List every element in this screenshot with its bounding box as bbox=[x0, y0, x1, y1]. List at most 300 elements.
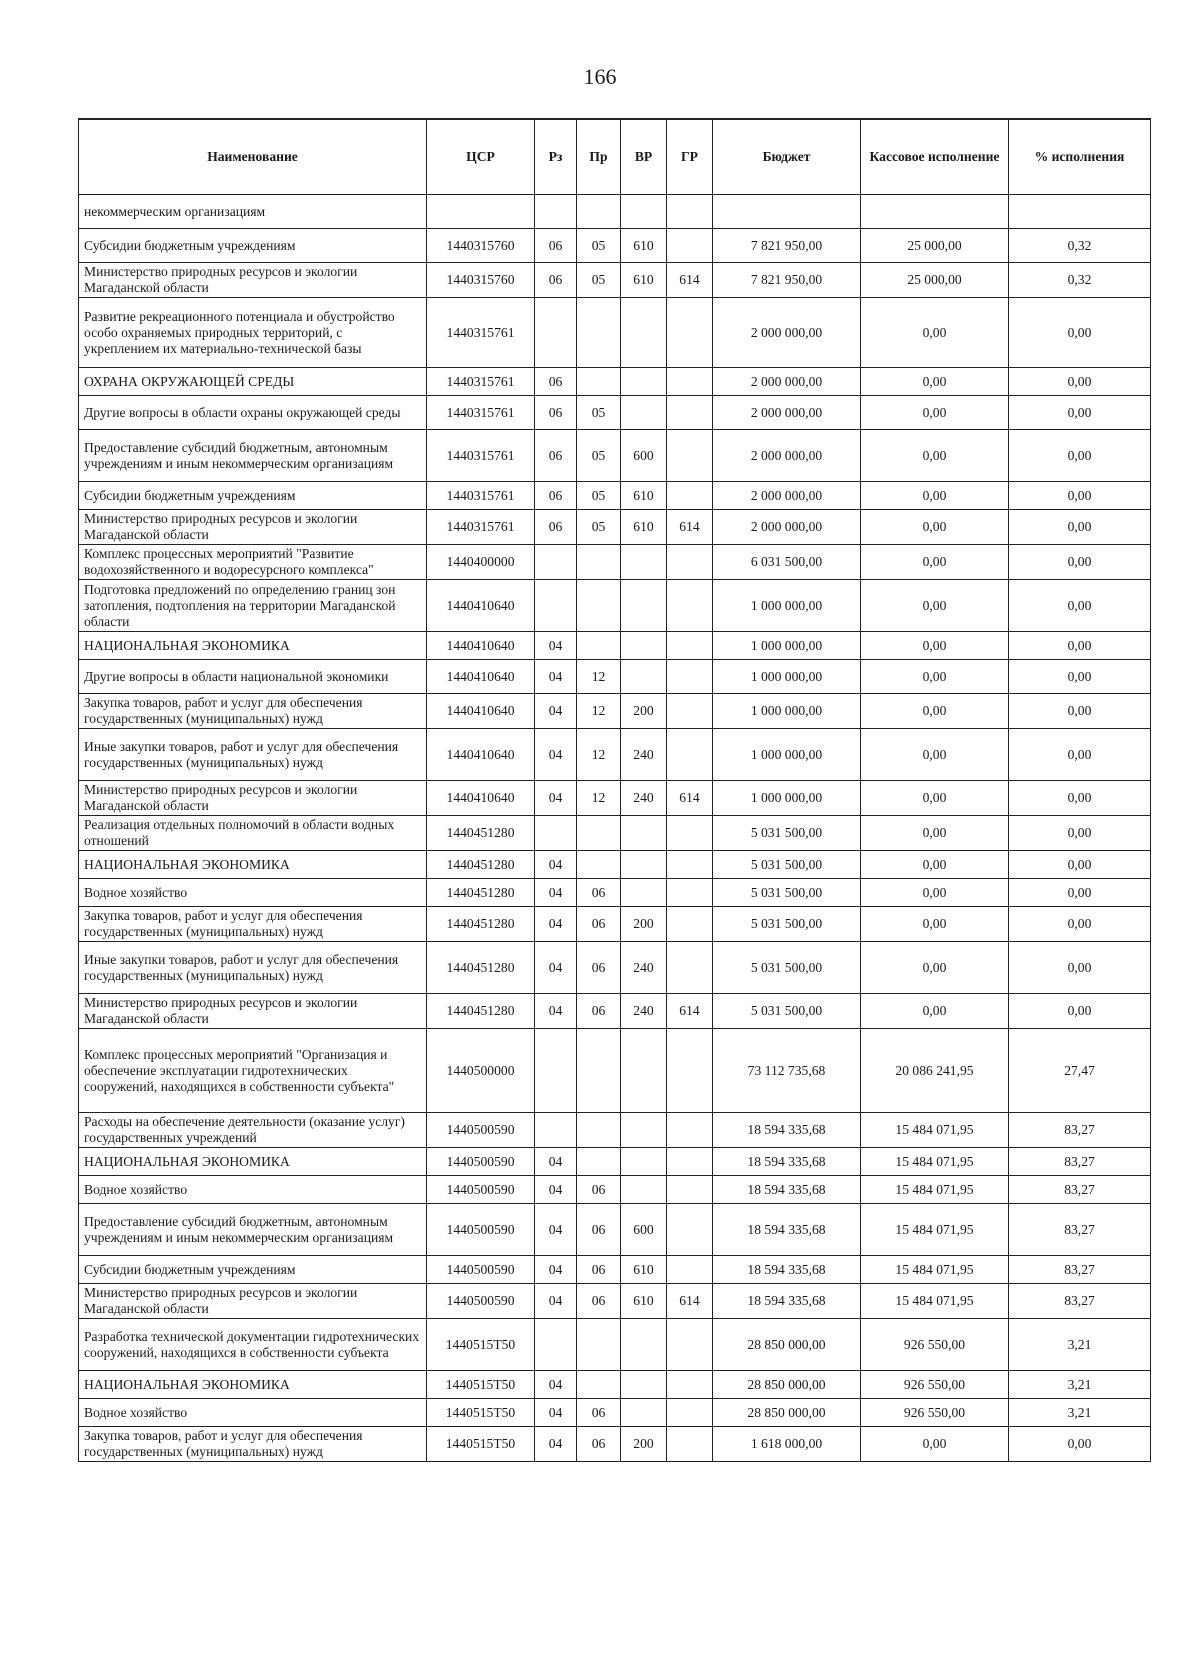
cell-vr: 200 bbox=[621, 694, 667, 729]
cell-gr bbox=[667, 482, 713, 510]
cell-csr: 1440410640 bbox=[427, 580, 535, 632]
table-row bbox=[79, 1029, 1151, 1113]
cell-vr: 610 bbox=[621, 482, 667, 510]
cell-rz: 04 bbox=[535, 660, 577, 694]
cell-name: Разработка технической документации гидротехнических сооружений, находящихся в собственности субъекта bbox=[79, 1319, 427, 1371]
cell-rz bbox=[535, 545, 577, 580]
cell-budget bbox=[713, 195, 861, 229]
cell-name: Министерство природных ресурсов и экологии Магаданской области bbox=[79, 263, 427, 298]
cell-vr bbox=[621, 1399, 667, 1427]
cell-name: Субсидии бюджетным учреждениям bbox=[79, 229, 427, 263]
header-gr: ГР bbox=[667, 119, 713, 195]
header-name: Наименование bbox=[79, 119, 427, 195]
cell-cash: 0,00 bbox=[861, 396, 1009, 430]
cell-gr bbox=[667, 1399, 713, 1427]
cell-cash: 15 484 071,95 bbox=[861, 1204, 1009, 1256]
cell-name: Закупка товаров, работ и услуг для обеспечения государственных (муниципальных) нужд bbox=[79, 907, 427, 942]
cell-pr bbox=[577, 368, 621, 396]
cell-vr: 610 bbox=[621, 510, 667, 545]
cell-rz bbox=[535, 1319, 577, 1371]
cell-gr bbox=[667, 1256, 713, 1284]
cell-name: Министерство природных ресурсов и экологии Магаданской области bbox=[79, 1284, 427, 1319]
cell-budget: 18 594 335,68 bbox=[713, 1256, 861, 1284]
cell-cash: 0,00 bbox=[861, 510, 1009, 545]
cell-percent: 83,27 bbox=[1009, 1148, 1151, 1176]
cell-name: Иные закупки товаров, работ и услуг для обеспечения государственных (муниципальных) нужд bbox=[79, 942, 427, 994]
cell-vr bbox=[621, 851, 667, 879]
cell-cash: 926 550,00 bbox=[861, 1399, 1009, 1427]
cell-vr: 610 bbox=[621, 263, 667, 298]
cell-name: Водное хозяйство bbox=[79, 1176, 427, 1204]
cell-pr bbox=[577, 632, 621, 660]
cell-percent: 3,21 bbox=[1009, 1371, 1151, 1399]
cell-csr: 1440500590 bbox=[427, 1148, 535, 1176]
table-row bbox=[79, 1148, 1151, 1176]
table-row bbox=[79, 942, 1151, 994]
cell-rz: 06 bbox=[535, 229, 577, 263]
header-row bbox=[79, 119, 1151, 195]
cell-budget: 1 000 000,00 bbox=[713, 580, 861, 632]
table-row bbox=[79, 1113, 1151, 1148]
table-row bbox=[79, 1399, 1151, 1427]
table-row bbox=[79, 851, 1151, 879]
header-cash: Кассовое исполнение bbox=[861, 119, 1009, 195]
cell-budget: 1 000 000,00 bbox=[713, 660, 861, 694]
cell-cash: 25 000,00 bbox=[861, 229, 1009, 263]
cell-budget: 6 031 500,00 bbox=[713, 545, 861, 580]
cell-budget: 18 594 335,68 bbox=[713, 1204, 861, 1256]
cell-cash: 0,00 bbox=[861, 1427, 1009, 1462]
cell-rz: 04 bbox=[535, 1427, 577, 1462]
cell-rz: 04 bbox=[535, 994, 577, 1029]
cell-vr bbox=[621, 1029, 667, 1113]
cell-percent: 3,21 bbox=[1009, 1399, 1151, 1427]
cell-gr bbox=[667, 1204, 713, 1256]
cell-percent bbox=[1009, 195, 1151, 229]
cell-percent: 0,32 bbox=[1009, 263, 1151, 298]
cell-gr bbox=[667, 879, 713, 907]
cell-cash: 0,00 bbox=[861, 781, 1009, 816]
cell-budget: 5 031 500,00 bbox=[713, 942, 861, 994]
cell-pr: 05 bbox=[577, 263, 621, 298]
cell-cash: 25 000,00 bbox=[861, 263, 1009, 298]
cell-percent: 0,00 bbox=[1009, 632, 1151, 660]
cell-vr: 240 bbox=[621, 994, 667, 1029]
table-row bbox=[79, 298, 1151, 368]
cell-percent: 0,00 bbox=[1009, 994, 1151, 1029]
cell-vr: 240 bbox=[621, 942, 667, 994]
cell-rz bbox=[535, 1029, 577, 1113]
cell-csr: 1440500590 bbox=[427, 1284, 535, 1319]
cell-budget: 1 000 000,00 bbox=[713, 729, 861, 781]
cell-percent: 0,00 bbox=[1009, 368, 1151, 396]
cell-csr: 1440515Т50 bbox=[427, 1319, 535, 1371]
cell-pr: 06 bbox=[577, 1284, 621, 1319]
cell-gr bbox=[667, 851, 713, 879]
cell-percent: 0,00 bbox=[1009, 942, 1151, 994]
cell-budget: 7 821 950,00 bbox=[713, 263, 861, 298]
cell-vr bbox=[621, 660, 667, 694]
cell-gr bbox=[667, 298, 713, 368]
cell-budget: 1 618 000,00 bbox=[713, 1427, 861, 1462]
table-row bbox=[79, 1284, 1151, 1319]
cell-budget: 1 000 000,00 bbox=[713, 781, 861, 816]
cell-cash: 0,00 bbox=[861, 660, 1009, 694]
cell-cash: 0,00 bbox=[861, 729, 1009, 781]
table-row bbox=[79, 907, 1151, 942]
cell-budget: 2 000 000,00 bbox=[713, 368, 861, 396]
cell-rz: 04 bbox=[535, 781, 577, 816]
cell-vr: 610 bbox=[621, 1284, 667, 1319]
cell-cash: 0,00 bbox=[861, 994, 1009, 1029]
cell-gr bbox=[667, 396, 713, 430]
cell-rz: 04 bbox=[535, 1256, 577, 1284]
table-row bbox=[79, 729, 1151, 781]
cell-cash: 0,00 bbox=[861, 851, 1009, 879]
cell-csr: 1440315760 bbox=[427, 229, 535, 263]
table-row bbox=[79, 781, 1151, 816]
cell-pr bbox=[577, 1148, 621, 1176]
cell-pr bbox=[577, 545, 621, 580]
cell-rz: 06 bbox=[535, 263, 577, 298]
cell-rz: 04 bbox=[535, 907, 577, 942]
cell-csr: 1440500590 bbox=[427, 1113, 535, 1148]
cell-gr: 614 bbox=[667, 994, 713, 1029]
cell-vr bbox=[621, 879, 667, 907]
header-budget: Бюджет bbox=[713, 119, 861, 195]
cell-csr: 1440500590 bbox=[427, 1176, 535, 1204]
cell-csr: 1440315761 bbox=[427, 430, 535, 482]
cell-vr bbox=[621, 580, 667, 632]
cell-name: Подготовка предложений по определению границ зон затопления, подтопления на территории Магаданской области bbox=[79, 580, 427, 632]
cell-csr: 1440500000 bbox=[427, 1029, 535, 1113]
cell-pr bbox=[577, 1113, 621, 1148]
cell-vr: 610 bbox=[621, 1256, 667, 1284]
cell-rz: 04 bbox=[535, 694, 577, 729]
cell-csr: 1440451280 bbox=[427, 851, 535, 879]
cell-gr bbox=[667, 729, 713, 781]
cell-rz: 06 bbox=[535, 396, 577, 430]
cell-name: Другие вопросы в области национальной экономики bbox=[79, 660, 427, 694]
cell-cash: 0,00 bbox=[861, 907, 1009, 942]
cell-gr bbox=[667, 1029, 713, 1113]
cell-csr: 1440451280 bbox=[427, 879, 535, 907]
cell-csr: 1440515Т50 bbox=[427, 1427, 535, 1462]
cell-rz: 04 bbox=[535, 1399, 577, 1427]
cell-vr: 240 bbox=[621, 729, 667, 781]
table-row bbox=[79, 694, 1151, 729]
cell-name: Реализация отдельных полномочий в области водных отношений bbox=[79, 816, 427, 851]
table-body bbox=[79, 195, 1151, 1462]
cell-pr bbox=[577, 580, 621, 632]
cell-rz bbox=[535, 816, 577, 851]
cell-cash: 0,00 bbox=[861, 545, 1009, 580]
cell-budget: 2 000 000,00 bbox=[713, 482, 861, 510]
cell-budget: 1 000 000,00 bbox=[713, 694, 861, 729]
cell-budget: 5 031 500,00 bbox=[713, 994, 861, 1029]
cell-gr bbox=[667, 907, 713, 942]
cell-gr: 614 bbox=[667, 510, 713, 545]
cell-gr bbox=[667, 368, 713, 396]
cell-budget: 18 594 335,68 bbox=[713, 1284, 861, 1319]
cell-percent: 0,00 bbox=[1009, 660, 1151, 694]
cell-percent: 0,00 bbox=[1009, 396, 1151, 430]
cell-percent: 0,00 bbox=[1009, 907, 1151, 942]
cell-rz: 04 bbox=[535, 942, 577, 994]
cell-cash: 0,00 bbox=[861, 632, 1009, 660]
cell-csr: 1440500590 bbox=[427, 1204, 535, 1256]
cell-gr bbox=[667, 942, 713, 994]
header-pr: Пр bbox=[577, 119, 621, 195]
cell-name: Водное хозяйство bbox=[79, 879, 427, 907]
cell-cash: 15 484 071,95 bbox=[861, 1148, 1009, 1176]
cell-gr bbox=[667, 1176, 713, 1204]
cell-csr: 1440515Т50 bbox=[427, 1399, 535, 1427]
cell-cash: 0,00 bbox=[861, 580, 1009, 632]
cell-cash: 926 550,00 bbox=[861, 1319, 1009, 1371]
cell-name: Субсидии бюджетным учреждениям bbox=[79, 1256, 427, 1284]
cell-rz: 04 bbox=[535, 729, 577, 781]
cell-pr: 06 bbox=[577, 1204, 621, 1256]
cell-rz: 04 bbox=[535, 1176, 577, 1204]
header-rz: Рз bbox=[535, 119, 577, 195]
cell-percent: 0,00 bbox=[1009, 298, 1151, 368]
cell-name: Комплекс процессных мероприятий "Развитие водохозяйственного и водоресурсного комплекса" bbox=[79, 545, 427, 580]
cell-gr bbox=[667, 660, 713, 694]
table-row bbox=[79, 1176, 1151, 1204]
cell-pr bbox=[577, 1029, 621, 1113]
cell-percent: 0,00 bbox=[1009, 781, 1151, 816]
cell-gr bbox=[667, 1148, 713, 1176]
cell-name: Министерство природных ресурсов и экологии Магаданской области bbox=[79, 781, 427, 816]
cell-budget: 5 031 500,00 bbox=[713, 907, 861, 942]
table-row bbox=[79, 1427, 1151, 1462]
cell-pr: 05 bbox=[577, 430, 621, 482]
cell-gr bbox=[667, 195, 713, 229]
cell-name: Развитие рекреационного потенциала и обустройство особо охраняемых природных территорий, с укреплением их материально-технической базы bbox=[79, 298, 427, 368]
cell-gr bbox=[667, 1113, 713, 1148]
cell-pr: 06 bbox=[577, 1176, 621, 1204]
cell-csr: 1440451280 bbox=[427, 942, 535, 994]
cell-budget: 2 000 000,00 bbox=[713, 430, 861, 482]
cell-rz: 04 bbox=[535, 1371, 577, 1399]
header-vr: ВР bbox=[621, 119, 667, 195]
table-row bbox=[79, 580, 1151, 632]
cell-name: Закупка товаров, работ и услуг для обеспечения государственных (муниципальных) нужд bbox=[79, 694, 427, 729]
table-row bbox=[79, 1204, 1151, 1256]
cell-pr: 12 bbox=[577, 781, 621, 816]
cell-percent: 83,27 bbox=[1009, 1113, 1151, 1148]
cell-budget: 73 112 735,68 bbox=[713, 1029, 861, 1113]
cell-rz bbox=[535, 298, 577, 368]
table-row bbox=[79, 660, 1151, 694]
cell-budget: 18 594 335,68 bbox=[713, 1176, 861, 1204]
cell-cash: 0,00 bbox=[861, 879, 1009, 907]
cell-gr bbox=[667, 816, 713, 851]
cell-budget: 28 850 000,00 bbox=[713, 1399, 861, 1427]
cell-percent: 0,00 bbox=[1009, 430, 1151, 482]
cell-name: ОХРАНА ОКРУЖАЮЩЕЙ СРЕДЫ bbox=[79, 368, 427, 396]
cell-gr: 614 bbox=[667, 263, 713, 298]
page-number: 166 bbox=[583, 64, 617, 89]
cell-pr: 06 bbox=[577, 1256, 621, 1284]
cell-percent: 83,27 bbox=[1009, 1256, 1151, 1284]
cell-budget: 2 000 000,00 bbox=[713, 510, 861, 545]
cell-pr: 06 bbox=[577, 994, 621, 1029]
cell-gr bbox=[667, 430, 713, 482]
cell-name: НАЦИОНАЛЬНАЯ ЭКОНОМИКА bbox=[79, 632, 427, 660]
cell-percent: 0,00 bbox=[1009, 545, 1151, 580]
cell-pr: 06 bbox=[577, 1427, 621, 1462]
cell-percent: 83,27 bbox=[1009, 1204, 1151, 1256]
cell-percent: 0,00 bbox=[1009, 694, 1151, 729]
cell-cash bbox=[861, 195, 1009, 229]
cell-name: Министерство природных ресурсов и экологии Магаданской области bbox=[79, 994, 427, 1029]
cell-vr: 610 bbox=[621, 229, 667, 263]
cell-vr: 200 bbox=[621, 1427, 667, 1462]
cell-rz: 06 bbox=[535, 510, 577, 545]
cell-cash: 926 550,00 bbox=[861, 1371, 1009, 1399]
cell-pr: 06 bbox=[577, 942, 621, 994]
table-row bbox=[79, 994, 1151, 1029]
cell-vr bbox=[621, 545, 667, 580]
cell-pr bbox=[577, 298, 621, 368]
table-row bbox=[79, 632, 1151, 660]
table-row bbox=[79, 545, 1151, 580]
cell-gr bbox=[667, 545, 713, 580]
cell-name: Комплекс процессных мероприятий "Организация и обеспечение эксплуатации гидротехнических сооружений, находящихся в собственности субъекта" bbox=[79, 1029, 427, 1113]
cell-budget: 5 031 500,00 bbox=[713, 851, 861, 879]
cell-csr: 1440315761 bbox=[427, 482, 535, 510]
cell-rz: 06 bbox=[535, 368, 577, 396]
cell-rz: 04 bbox=[535, 879, 577, 907]
cell-gr: 614 bbox=[667, 1284, 713, 1319]
cell-cash: 0,00 bbox=[861, 694, 1009, 729]
cell-vr bbox=[621, 1148, 667, 1176]
cell-csr: 1440515Т50 bbox=[427, 1371, 535, 1399]
table-row bbox=[79, 430, 1151, 482]
cell-rz: 04 bbox=[535, 1284, 577, 1319]
cell-cash: 0,00 bbox=[861, 942, 1009, 994]
cell-pr: 05 bbox=[577, 396, 621, 430]
cell-pr: 05 bbox=[577, 482, 621, 510]
cell-gr bbox=[667, 694, 713, 729]
cell-rz bbox=[535, 1113, 577, 1148]
cell-vr bbox=[621, 632, 667, 660]
header-csr: ЦСР bbox=[427, 119, 535, 195]
cell-pr bbox=[577, 851, 621, 879]
cell-percent: 0,00 bbox=[1009, 851, 1151, 879]
cell-cash: 0,00 bbox=[861, 816, 1009, 851]
cell-gr bbox=[667, 1371, 713, 1399]
cell-rz bbox=[535, 580, 577, 632]
cell-gr bbox=[667, 1319, 713, 1371]
cell-vr: 200 bbox=[621, 907, 667, 942]
cell-gr bbox=[667, 580, 713, 632]
cell-vr: 240 bbox=[621, 781, 667, 816]
cell-name: НАЦИОНАЛЬНАЯ ЭКОНОМИКА bbox=[79, 1371, 427, 1399]
cell-cash: 15 484 071,95 bbox=[861, 1284, 1009, 1319]
cell-vr: 600 bbox=[621, 1204, 667, 1256]
cell-cash: 15 484 071,95 bbox=[861, 1256, 1009, 1284]
cell-gr bbox=[667, 1427, 713, 1462]
table-row bbox=[79, 879, 1151, 907]
cell-csr bbox=[427, 195, 535, 229]
cell-csr: 1440410640 bbox=[427, 729, 535, 781]
cell-budget: 28 850 000,00 bbox=[713, 1371, 861, 1399]
cell-rz: 06 bbox=[535, 430, 577, 482]
cell-vr bbox=[621, 1371, 667, 1399]
cell-name: НАЦИОНАЛЬНАЯ ЭКОНОМИКА bbox=[79, 851, 427, 879]
cell-pr: 12 bbox=[577, 660, 621, 694]
cell-vr bbox=[621, 298, 667, 368]
table-row bbox=[79, 1256, 1151, 1284]
cell-csr: 1440315761 bbox=[427, 368, 535, 396]
cell-pr bbox=[577, 816, 621, 851]
cell-name: Закупка товаров, работ и услуг для обеспечения государственных (муниципальных) нужд bbox=[79, 1427, 427, 1462]
cell-percent: 27,47 bbox=[1009, 1029, 1151, 1113]
cell-pr bbox=[577, 1371, 621, 1399]
cell-name: Расходы на обеспечение деятельности (оказание услуг) государственных учреждений bbox=[79, 1113, 427, 1148]
cell-rz: 04 bbox=[535, 632, 577, 660]
cell-csr: 1440315760 bbox=[427, 263, 535, 298]
cell-rz: 04 bbox=[535, 851, 577, 879]
cell-percent: 0,00 bbox=[1009, 510, 1151, 545]
cell-name: некоммерческим организациям bbox=[79, 195, 427, 229]
cell-name: Предоставление субсидий бюджетным, автономным учреждениям и иным некоммерческим организациям bbox=[79, 1204, 427, 1256]
cell-budget: 18 594 335,68 bbox=[713, 1113, 861, 1148]
cell-name: Другие вопросы в области охраны окружающей среды bbox=[79, 396, 427, 430]
cell-csr: 1440451280 bbox=[427, 907, 535, 942]
cell-budget: 7 821 950,00 bbox=[713, 229, 861, 263]
cell-budget: 5 031 500,00 bbox=[713, 879, 861, 907]
cell-budget: 2 000 000,00 bbox=[713, 298, 861, 368]
cell-csr: 1440410640 bbox=[427, 694, 535, 729]
table-row bbox=[79, 396, 1151, 430]
cell-name: Иные закупки товаров, работ и услуг для обеспечения государственных (муниципальных) нужд bbox=[79, 729, 427, 781]
cell-rz: 06 bbox=[535, 482, 577, 510]
table-row bbox=[79, 510, 1151, 545]
cell-pr: 06 bbox=[577, 1399, 621, 1427]
cell-percent: 83,27 bbox=[1009, 1284, 1151, 1319]
cell-name: Субсидии бюджетным учреждениям bbox=[79, 482, 427, 510]
cell-budget: 18 594 335,68 bbox=[713, 1148, 861, 1176]
cell-csr: 1440400000 bbox=[427, 545, 535, 580]
cell-gr bbox=[667, 632, 713, 660]
cell-cash: 0,00 bbox=[861, 368, 1009, 396]
cell-csr: 1440315761 bbox=[427, 396, 535, 430]
cell-vr: 600 bbox=[621, 430, 667, 482]
cell-csr: 1440410640 bbox=[427, 781, 535, 816]
cell-name: Предоставление субсидий бюджетным, автономным учреждениям и иным некоммерческим организациям bbox=[79, 430, 427, 482]
cell-vr bbox=[621, 1319, 667, 1371]
cell-pr: 05 bbox=[577, 510, 621, 545]
cell-pr: 12 bbox=[577, 729, 621, 781]
cell-budget: 1 000 000,00 bbox=[713, 632, 861, 660]
cell-percent: 0,00 bbox=[1009, 729, 1151, 781]
table-row bbox=[79, 368, 1151, 396]
cell-pr: 06 bbox=[577, 907, 621, 942]
cell-csr: 1440451280 bbox=[427, 994, 535, 1029]
cell-pr: 06 bbox=[577, 879, 621, 907]
table-row bbox=[79, 263, 1151, 298]
cell-gr: 614 bbox=[667, 781, 713, 816]
cell-rz: 04 bbox=[535, 1204, 577, 1256]
cell-csr: 1440315761 bbox=[427, 510, 535, 545]
cell-percent: 0,32 bbox=[1009, 229, 1151, 263]
cell-csr: 1440315761 bbox=[427, 298, 535, 368]
cell-csr: 1440410640 bbox=[427, 660, 535, 694]
